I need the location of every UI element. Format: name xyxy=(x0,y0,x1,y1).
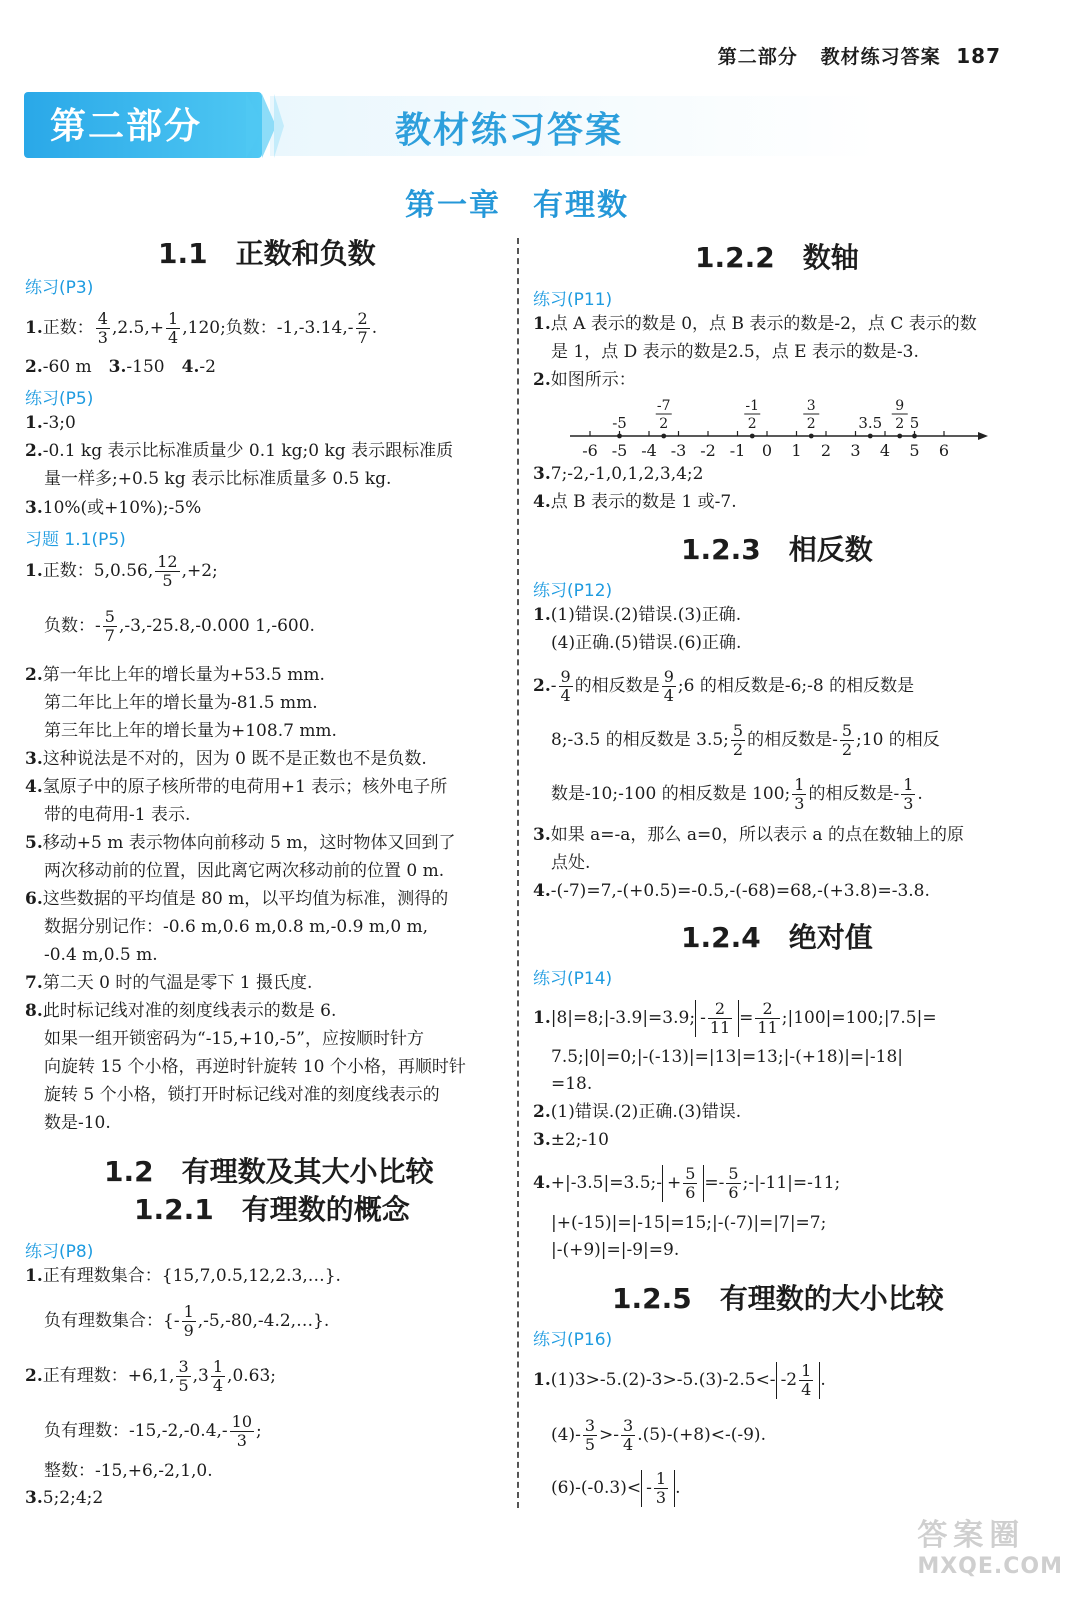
tick-label: -5 xyxy=(611,441,628,460)
exercise-label: 练习(P12) xyxy=(533,581,613,601)
answer-line: 1.正有理数集合：{15,7,0.5,12,2.3,…}. xyxy=(25,1266,341,1286)
banner-title: 教材练习答案 xyxy=(395,110,624,151)
answer-line: 8;-3.5 的相反数是 3.5; $\frac{5}{2}$ 的相反数是- $\frac{5}{2}$ ;10 的相反 xyxy=(551,721,940,759)
axis-point xyxy=(897,434,902,439)
answer-line: 2.(1)错误.(2)正确.(3)错误. xyxy=(533,1102,742,1122)
answer-line: 3.7;-2,-1,0,1,2,3,4;2 xyxy=(533,464,704,484)
point-label-denominator: 2 xyxy=(806,416,816,432)
fraction: $\frac{9}{4}$ xyxy=(560,667,571,705)
answer-line: |+(-15)|=|-15|=15;|-(-7)|=|7|=7; xyxy=(551,1213,827,1233)
section-heading: 1.2.1 有理数的概念 xyxy=(134,1193,410,1226)
fraction: $\frac{3}{5}$ xyxy=(178,1357,189,1395)
exercise-label: 练习(P5) xyxy=(25,389,94,409)
axis-point xyxy=(750,434,755,439)
fraction: $\frac{3}{5}$ xyxy=(584,1416,596,1454)
answer-line: 第二年比上年的增长量为-81.5 mm. xyxy=(44,693,318,713)
answer-line: (4)正确.(5)错误.(6)正确. xyxy=(551,633,742,653)
axis-point xyxy=(868,434,873,439)
point-label-numerator: -7 xyxy=(656,398,671,414)
fraction: $\frac{1}{3}$ xyxy=(794,775,805,813)
point-label: 3.5 xyxy=(858,414,883,432)
fraction: $\frac{1}{4}$ xyxy=(168,309,179,347)
number-line xyxy=(560,392,1000,464)
answer-line: 5.移动+5 m 表示物体向前移动 5 m，这时物体又回到了 xyxy=(25,833,456,853)
fraction: $\frac{5}{2}$ xyxy=(732,721,744,759)
exercise-label: 练习(P11) xyxy=(533,290,613,310)
watermark-logo: 答案圈 xyxy=(917,1518,1026,1553)
chevron-icon xyxy=(274,94,284,158)
running-header xyxy=(718,42,1001,69)
answer-line: 2.-0.1 kg 表示比标准质量少 0.1 kg;0 kg 表示跟标准质 xyxy=(25,441,454,461)
watermark-url: MXQE.COM xyxy=(917,1554,1063,1579)
axis-point xyxy=(617,434,622,439)
fraction: $\frac{2}{7}$ xyxy=(357,309,368,347)
fraction: $\frac{1}{4}$ xyxy=(801,1361,812,1399)
chapter-title: 第一章 有理数 xyxy=(405,188,629,223)
answer-line: (6)-(-0.3)< - $\frac{1}{3}$ . xyxy=(551,1469,681,1507)
answer-line: 1.|8|=8;|-3.9|=3.9; - $\frac{2}{11}$ = $\frac{2}{11}$ ;|100|=100;|7.5|= xyxy=(533,999,937,1037)
absolute-value: - $\frac{1}{3}$ xyxy=(641,1470,675,1507)
section-heading: 1.1 正数和负数 xyxy=(158,237,376,270)
point-label-denominator: 2 xyxy=(895,416,905,432)
answer-line: 1.正数： $\frac{4}{3}$ ,2.5,+ $\frac{1}{4}$ ,120;负数：-1,-3.14,- $\frac{2}{7}$ . xyxy=(25,309,378,347)
point-label-numerator: 3 xyxy=(806,398,816,414)
answer-line: 两次移动前的位置，因此离它两次移动前的位置 0 m. xyxy=(44,861,445,881)
tick-label: -2 xyxy=(700,441,716,460)
axis-point xyxy=(661,434,666,439)
fraction: $\frac{2}{11}$ xyxy=(757,999,778,1037)
answer-line: 是 1，点 D 表示的数是2.5，点 E 表示的数是-3. xyxy=(551,342,919,362)
fraction: $\frac{5}{6}$ xyxy=(728,1164,739,1202)
answer-line: 1.(1)错误.(2)错误.(3)正确. xyxy=(533,605,742,625)
answer-line: 负有理数：-15,-2,-0.4̇,- $\frac{10}{3}$ ; xyxy=(44,1412,262,1450)
exercise-label: 练习(P16) xyxy=(533,1330,613,1350)
answer-line: 带的电荷用-1 表示. xyxy=(44,805,191,825)
tick-label: 4 xyxy=(879,441,891,460)
answer-line: 量一样多;+0.5 kg 表示比标准质量多 0.5 kg. xyxy=(44,469,392,489)
point-label: 5 xyxy=(909,414,920,432)
axis-point xyxy=(809,434,814,439)
tick-label: -4 xyxy=(641,441,657,460)
absolute-value: + $\frac{5}{6}$ xyxy=(662,1165,704,1202)
answer-line: 4.氢原子中的原子核所带的电荷用+1 表示；核外电子所 xyxy=(25,777,448,797)
point-label-numerator: -1 xyxy=(745,398,760,414)
fraction: $\frac{3}{4}$ xyxy=(623,1416,634,1454)
exercise-label: 练习(P3) xyxy=(25,278,94,298)
fraction: $\frac{12}{5}$ xyxy=(157,552,178,590)
answer-line: -0.4 m,0.5 m. xyxy=(44,945,158,965)
answer-line: 向旋转 15 个小格，再逆时针旋转 10 个小格，再顺时针 xyxy=(44,1057,466,1077)
fraction: $\frac{1}{9}$ xyxy=(183,1302,194,1340)
answer-line: 4.+|-3.5|=3.5;- + $\frac{5}{6}$ =- $\frac{5}{6}$ ;-|-11|=-11; xyxy=(533,1164,841,1202)
answer-line: 2.正有理数：+6,1, $\frac{3}{5}$ ,3 $\frac{1}{4}$ ,0.63̇; xyxy=(25,1357,277,1395)
axis-point xyxy=(912,434,917,439)
answer-line: 负有理数集合：{- $\frac{1}{9}$ ,-5,-80,-4.2,…}. xyxy=(44,1302,330,1340)
answer-line: 旋转 5 个小格，锁打开时标记线对准的刻度线表示的 xyxy=(44,1085,440,1105)
answer-line: 4.-(-7)=7,-(+0.5)=-0.5,-(-68)=68,-(+3.8)=-3.8. xyxy=(533,881,930,901)
section-heading: 1.2.2 数轴 xyxy=(695,241,859,274)
answer-line: 2.- $\frac{9}{4}$ 的相反数是 $\frac{9}{4}$ ;6 的相反数是-6;-8 的相反数是 xyxy=(533,667,915,705)
fraction: $\frac{1}{3}$ xyxy=(655,1469,667,1507)
tick-label: 5 xyxy=(909,441,920,460)
tick-label: 3 xyxy=(850,441,861,460)
tick-label: -3 xyxy=(670,441,687,460)
point-label-numerator: 9 xyxy=(895,398,905,414)
answer-line: 1.(1)3>-5.(2)-3>-5.(3)-2.5<- -2 $\frac{1}{4}$ . xyxy=(533,1361,826,1399)
fraction: $\frac{5}{2}$ xyxy=(841,721,853,759)
tick-label: 1 xyxy=(791,441,802,460)
exercise-label: 练习(P8) xyxy=(25,1242,94,1262)
answer-line: 4.点 B 表示的数是 1 或-7. xyxy=(533,492,737,512)
answer-line: 数是-10;-100 的相反数是 100; $\frac{1}{3}$ 的相反数是- $\frac{1}{3}$ . xyxy=(551,775,923,813)
answer-line: 8.此时标记线对准的刻度线表示的数是 6. xyxy=(25,1001,337,1021)
answer-line: (4)- $\frac{3}{5}$ >- $\frac{3}{4}$ .(5)-(+8)<-(-9). xyxy=(551,1416,766,1454)
answer-line: 2.-60 m 3.-150 4.-2 xyxy=(25,357,216,377)
fraction: $\frac{5}{7}$ xyxy=(104,607,115,645)
header-section: 第二部分 xyxy=(717,46,798,68)
answer-line: 数是-10. xyxy=(44,1113,111,1133)
page-number: 187 xyxy=(956,44,1001,68)
answer-line: 2.如图所示： xyxy=(533,370,636,390)
answer-line: =18. xyxy=(551,1074,593,1094)
tick-label: -6 xyxy=(582,441,598,460)
section-heading: 1.2.5 有理数的大小比较 xyxy=(612,1282,944,1315)
banner-band xyxy=(270,96,1030,156)
answer-line: 3.这种说法是不对的，因为 0 既不是正数也不是负数. xyxy=(25,749,427,769)
answer-line: 3.5;2;4;2 xyxy=(25,1488,104,1508)
fraction: $\frac{5}{6}$ xyxy=(685,1164,696,1202)
absolute-value: - $\frac{2}{11}$ xyxy=(695,1000,739,1037)
answer-line: 7.5;|0|=0;|-(-13)|=|13|=13;|-(+18)|=|-18| xyxy=(551,1047,904,1067)
answer-line: 1.-3;0 xyxy=(25,413,76,433)
answer-line: 3.10%(或+10%);-5% xyxy=(25,498,202,518)
axis-arrow-icon xyxy=(978,432,988,440)
tick-label: 0 xyxy=(761,441,773,460)
answer-line: 1.点 A 表示的数是 0，点 B 表示的数是-2，点 C 表示的数 xyxy=(533,314,977,334)
answer-line: 负数：- $\frac{5}{7}$ ,-3,-25.8,-0.000 1,-600. xyxy=(44,607,315,645)
fraction: $\frac{1}{4}$ xyxy=(212,1357,224,1395)
answer-line: 7.第二天 0 时的气温是零下 1 摄氏度. xyxy=(25,973,313,993)
exercise-label: 习题 1.1(P5) xyxy=(25,530,126,550)
answer-line: 点处. xyxy=(551,853,591,873)
answer-line: 2.第一年比上年的增长量为+53.5 mm. xyxy=(25,665,325,685)
answer-line: 第三年比上年的增长量为+108.7 mm. xyxy=(44,721,337,741)
point-label-denominator: 2 xyxy=(747,416,757,432)
fraction: $\frac{1}{3}$ xyxy=(903,775,914,813)
column-divider xyxy=(517,238,519,1508)
fraction: $\frac{2}{11}$ xyxy=(709,999,731,1037)
tick-label: -1 xyxy=(729,441,746,460)
section-heading: 1.2.3 相反数 xyxy=(681,533,873,566)
section-heading: 1.2.4 绝对值 xyxy=(681,921,873,954)
section-heading: 1.2 有理数及其大小比较 xyxy=(104,1155,434,1188)
point-label-denominator: 2 xyxy=(659,416,669,432)
answer-line: 6.这些数据的平均值是 80 m，以平均值为标准，测得的 xyxy=(25,889,449,909)
watermark xyxy=(917,1510,1063,1579)
answer-line: |-(+9)|=|-9|=9. xyxy=(551,1240,680,1260)
tick-label: 6 xyxy=(938,441,950,460)
answer-line: 1.正数：5,0.56, $\frac{12}{5}$ ,+2; xyxy=(25,552,218,590)
fraction: $\frac{9}{4}$ xyxy=(663,667,674,705)
banner-label: 第二部分 xyxy=(50,106,203,147)
answer-line: 如果一组开锁密码为“-15,+10,-5”，应按顺时针方 xyxy=(44,1029,425,1049)
answer-line: 3.如果 a=-a，那么 a=0，所以表示 a 的点在数轴上的原 xyxy=(533,825,964,845)
answer-line: 数据分别记作：-0.6 m,0.6 m,0.8 m,-0.9 m,0 m, xyxy=(44,917,429,937)
point-label: -5 xyxy=(612,414,627,432)
fraction: $\frac{10}{3}$ xyxy=(231,1412,253,1450)
answer-line: 3.±2;-10 xyxy=(533,1130,609,1150)
exercise-label: 练习(P14) xyxy=(533,969,613,989)
header-title: 教材练习答案 xyxy=(820,46,941,68)
fraction: $\frac{4}{3}$ xyxy=(97,309,108,347)
answer-line: 整数：-15,+6,-2,1,0. xyxy=(44,1461,213,1481)
tick-label: 2 xyxy=(820,441,832,460)
absolute-value: -2 $\frac{1}{4}$ xyxy=(776,1362,821,1399)
